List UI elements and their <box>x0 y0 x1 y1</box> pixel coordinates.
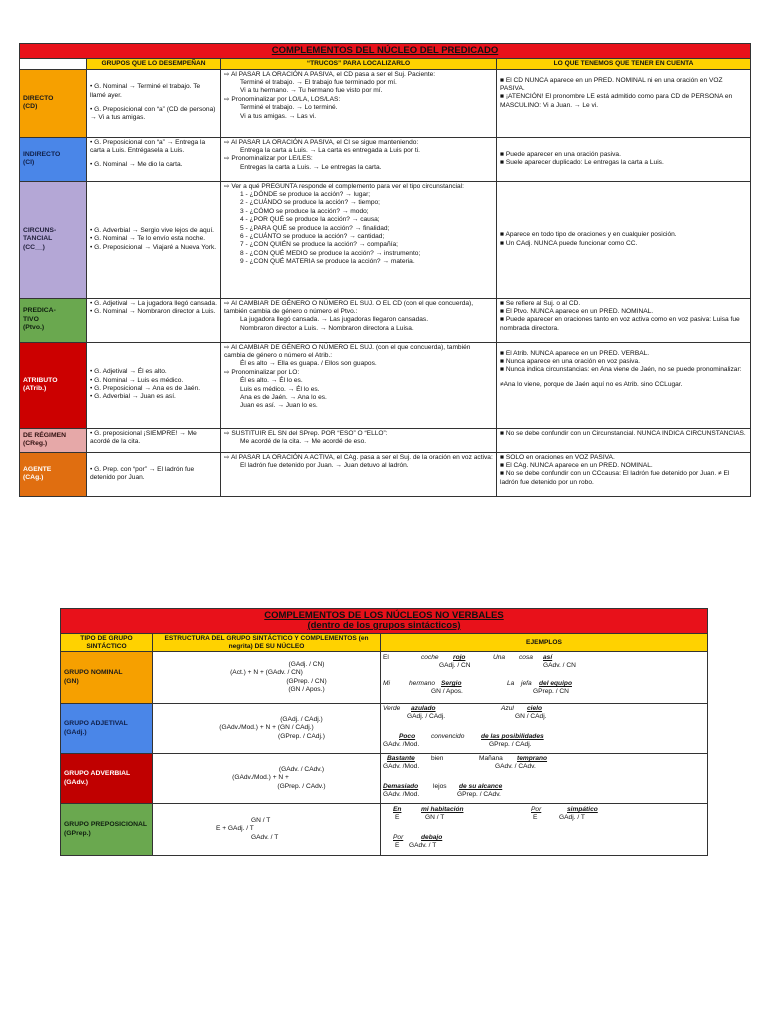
row-label-adverbial-group: GRUPO ADVERBIAL (GAdv.) <box>61 754 153 804</box>
predicate-complements-table <box>19 43 751 497</box>
notes-cell: ■ Aparece en todo tipo de oraciones y en cualquier posición. ■ Un CAdj. NUNCA puede funcionar como CC. <box>497 181 751 298</box>
groups-cell: • G. preposicional ¡SIEMPRE! → Me acordé de la cita. <box>87 428 221 452</box>
notes-cell: ■ No se debe confundir con un Circunstancial. NUNCA INDICA CIRCUNSTANCIAS. <box>497 428 751 452</box>
tricks-cell: ⇨ Al PASAR LA ORACIÓN A PASIVA, el CI se sigue manteniendo: Entrega la carta a Luis. → La carta es entregada a Luis por ti. ⇨ Pronominalizar por LE/LES: Entregas la carta a Luis. → Le entregas la carta. <box>221 137 497 181</box>
column-header-groups: GRUPOS QUE LO DESEMPEÑAN <box>87 59 221 70</box>
row-label-nominal-group: GRUPO NOMINAL (GN) <box>61 652 153 704</box>
column-header-tricks: “TRUCOS” PARA LOCALIZARLO <box>221 59 497 70</box>
structure-cell: (GAdv. / CAdv.) (GAdv./Mod.) + N + (GPrep. / CAdv.) <box>153 754 381 804</box>
non-verbal-complements-table <box>60 608 708 856</box>
tricks-cell: ⇨ Al PASAR LA ORACIÓN A ACTIVA, el CAg. pasa a ser el Suj. de la oración en voz activa: El ladrón fue detenido por Juan. → Juan detuvo al ladrón. <box>221 452 497 496</box>
tricks-cell: ⇨ Al CAMBIAR DE GÉNERO O NÚMERO EL SUJ. O EL CD (con el que concuerda), también cambia de género o número el Ptvo.: La jugadora llegó cansada. → Las jugadoras llegaron cansadas. Nombraron director a Luis. → Nombraron directora a Luisa. <box>221 298 497 342</box>
notes-cell: ■ SOLO en oraciones en VOZ PASIVA. ■ El CAg. NUNCA aparece en un PRED. NOMINAL. ■ No se debe confundir con un CCcausa: El ladrón fue detenido por Juan. ≠ El ladrón fue detenido por un robo. <box>497 452 751 496</box>
notes-cell: ■ Se refiere al Suj. o al CD. ■ El Ptvo. NUNCA aparece en un PRED. NOMINAL. ■ Puede aparecer en oraciones tanto en voz activa como en voz pasiva: Luisa fue nombrada directora. <box>497 298 751 342</box>
row-label-indirect: INDIRECTO (CI) <box>20 137 87 181</box>
notes-cell: ■ Puede aparecer en una oración pasiva. ■ Suele aparecer duplicado: Le entregas la carta a Luis. <box>497 137 751 181</box>
column-header-examples: EJEMPLOS <box>381 634 708 652</box>
tricks-cell: ⇨ Ver a qué PREGUNTA responde el complemento para ver el tipo circunstancial: 1 - ¿DÓNDE se produce la acción? → lugar; 2 - ¿CUÁNDO se produce la acción? → tiempo; 3 - ¿CÓMO se produce la acción? → modo; 4 - ¿POR QUÉ se produce la acción? → causa; 5 - ¿PARA QUÉ se produce la acción? → finalidad; 6 - ¿CUÁNTO se produce la acción? → cantidad; 7 - ¿CON QUIÉN se produce la acción? → compañía; 8 - ¿CON QUÉ MEDIO se produce la acción? → instrumento; 9 - ¿CON QUÉ MATERIA se produce la acción? → materia. <box>221 181 497 298</box>
table-title: COMPLEMENTOS DEL NÚCLEO DEL PREDICADO <box>20 44 751 59</box>
column-header-notes: LO QUE TENEMOS QUE TENER EN CUENTA <box>497 59 751 70</box>
structure-cell: (GAdj. / CN) (Act.) + N + (GAdv. / CN) (GPrep. / CN) (GN / Apos.) <box>153 652 381 704</box>
row-label-adjectival-group: GRUPO ADJETIVAL (GAdj.) <box>61 704 153 754</box>
examples-cell: Bastante bien GAdv. /Mod. Mañana temprano GAdv. / CAdv. Demasiado lejos de su alcance GAdv. /Mod. GPrep. / CAdv. <box>381 754 708 804</box>
tricks-cell: ⇨ Al CAMBIAR DE GÉNERO O NÚMERO EL SUJ. (con el que concuerda), también cambia de género o número el Atrib.: Él es alto → Ella es guapa. / Ellos son guapos. ⇨ Pronominalizar por LO: Él es alto. → Él lo es. Luis es médico. → Él lo es. Ana es de Jaén. → Ana lo es. Juan es así. → Juan lo es. <box>221 342 497 428</box>
groups-cell: • G. Prep. con “por” → El ladrón fue detenido por Juan. <box>87 452 221 496</box>
groups-cell: • G. Nominal → Terminé el trabajo. Te llamé ayer. • G. Preposicional con “a” (CD de persona) → Vi a tus amigas. <box>87 69 221 137</box>
tricks-cell: ⇨ Al PASAR LA ORACIÓN A PASIVA, el CD pasa a ser el Suj. Paciente: Terminé el trabajo. → El trabajo fue terminado por mí. Vi a tu hermano. → Tu hermano fue visto por mí. ⇨ Pronominalizar por LO/LA, LOS/LAS: Terminé el trabajo. → Lo terminé. Vi a tus amigas. → Las vi. <box>221 69 497 137</box>
row-label-direct: DIRECTO (CD) <box>20 69 87 137</box>
groups-cell: • G. Adjetival → La jugadora llegó cansada. • G. Nominal → Nombraron director a Luis. <box>87 298 221 342</box>
row-label-circumstantial: CIRCUNS- TANCIAL (CC__) <box>20 181 87 298</box>
row-label-attribute: ATRIBUTO (ATrib.) <box>20 342 87 428</box>
groups-cell: • G. Adjetival → Él es alto. • G. Nominal → Luis es médico. • G. Preposicional → Ana es de Jaén. • G. Adverbial → Juan es así. <box>87 342 221 428</box>
notes-cell: ■ El CD NUNCA aparece en un PRED. NOMINAL ni en una oración en VOZ PASIVA. ■ ¡ATENCIÓN! El pronombre LE está admitido como para CD de PERSONA en MASCULINO: Vi a Juan. → Le vi. <box>497 69 751 137</box>
structure-cell: GN / T E + GAdj. / T GAdv. / T <box>153 804 381 856</box>
row-label-predicative: PREDICA- TIVO (Ptvo.) <box>20 298 87 342</box>
column-header-structure: ESTRUCTURA DEL GRUPO SINTÁCTICO Y COMPLEMENTOS (en negrita) DE SU NÚCLEO <box>153 634 381 652</box>
row-label-prepositional-group: GRUPO PREPOSICIONAL (GPrep.) <box>61 804 153 856</box>
tricks-cell: ⇨ SUSTITUIR EL SN del SPrep. POR “ESO” O “ELLO”: Me acordé de la cita. → Me acordé de eso. <box>221 428 497 452</box>
examples-cell: El coche rojo GAdj. / CN Una cosa así GAdv. / CN Mi hermano Sergio GN / Apos. La jefa del equipo GPrep. / CN <box>381 652 708 704</box>
groups-cell: • G. Preposicional con “a” → Entrega la carta a Luis. Entrégasela a Luis. • G. Nominal → Me dio la carta. <box>87 137 221 181</box>
notes-cell: ■ El Atrib. NUNCA aparece en un PRED. VERBAL. ■ Nunca aparece en una oración en voz pasiva. ■ Nunca indica circunstancias: en Ana viene de Jaén, no se puede pronominalizar: ≠Ana lo viene, porque de Jaén aquí no es Atrib. sino CCLugar. <box>497 342 751 428</box>
row-label-agent: AGENTE (CAg.) <box>20 452 87 496</box>
structure-cell: (GAdj. / CAdj.) (GAdv./Mod.) + N + (GN / CAdj.) (GPrep. / CAdj.) <box>153 704 381 754</box>
row-label-regime: DE RÉGIMEN (CReg.) <box>20 428 87 452</box>
table-title: COMPLEMENTOS DE LOS NÚCLEOS NO VERBALES (dentro de los grupos sintácticos) <box>61 609 708 634</box>
column-header-group-type: TIPO DE GRUPO SINTÁCTICO <box>61 634 153 652</box>
groups-cell: • G. Adverbial → Sergio vive lejos de aquí. • G. Nominal → Te lo envío esta noche. • G. Preposicional → Viajaré a Nueva York. <box>87 181 221 298</box>
examples-cell: En mi habitación E GN / T Por simpático E GAdj. / T Por debajo E GAdv. / T <box>381 804 708 856</box>
examples-cell: Verde azulado GAdj. / CAdj. Azul cielo GN / CAdj. Poco convencido de las posibilidades GAdv. /Mod. GPrep. / CAdj. <box>381 704 708 754</box>
